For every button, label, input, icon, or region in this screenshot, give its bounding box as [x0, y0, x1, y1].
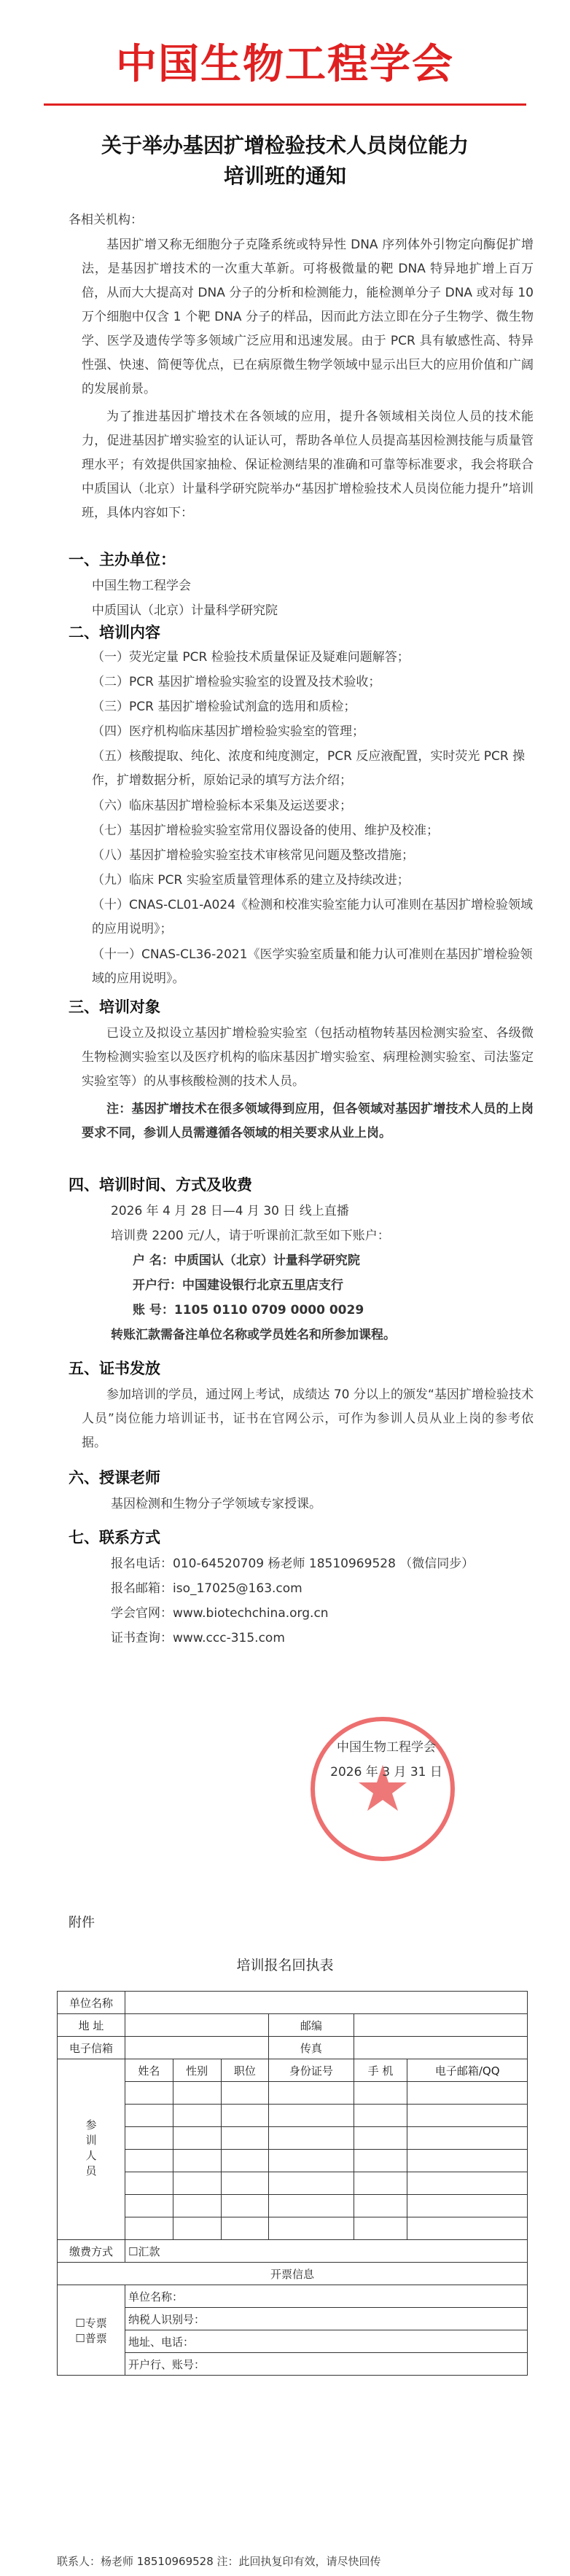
- content-item-1: （一）荧光定量 PCR 检验技术质量保证及疑难问题解答；: [92, 650, 410, 665]
- content-item-7: （七）基因扩增检验实验室常用仪器设备的使用、维护及校准；: [92, 823, 439, 838]
- invoice-unit[interactable]: 单位名称：: [125, 2285, 528, 2308]
- attachment-label: 附件: [69, 1915, 95, 1930]
- col-email-qq: 电子邮箱/QQ: [407, 2059, 528, 2082]
- payment-options[interactable]: ☐汇款: [125, 2240, 528, 2263]
- col-gender: 性别: [173, 2059, 221, 2082]
- general-invoice[interactable]: 普票: [85, 2331, 107, 2345]
- col-id: 身份证号: [269, 2059, 354, 2082]
- section-heading-contact: 七、联系方式: [69, 1529, 160, 1546]
- invoice-bank-account[interactable]: 开户行、账号：: [125, 2353, 528, 2376]
- special-invoice[interactable]: 专票: [85, 2316, 107, 2330]
- account-name: 中质国认（北京）计量科学研究院: [173, 1253, 360, 1268]
- org-header: 中国生物工程学会: [116, 40, 454, 88]
- transfer-note: 转账汇款需备注单位名称或学员姓名和所参加课程。: [111, 1328, 396, 1342]
- section-heading-content: 二、培训内容: [69, 624, 160, 641]
- participant-row[interactable]: [58, 2082, 528, 2105]
- form-footer: 联系人：杨老师 18510969528 注：此回执复印有效，请尽快回传: [57, 2555, 381, 2568]
- salutation: 各相关机构：: [69, 213, 143, 227]
- unit-name-label: 单位名称: [58, 1992, 125, 2014]
- remit-option[interactable]: 汇款: [138, 2244, 160, 2258]
- participants-label: 参训人员: [58, 2059, 125, 2240]
- note-prefix: 注：: [106, 1102, 132, 1116]
- content-item-2: （二）PCR 基因扩增检验实验室的设置及技术验收；: [92, 675, 381, 689]
- form-title: 培训报名回执表: [236, 1957, 334, 1973]
- notice-title-line1: 关于举办基因扩增检验技术人员岗位能力: [101, 133, 469, 157]
- col-name: 姓名: [125, 2059, 173, 2082]
- intro-paragraph-2: 为了推进基因扩增技术在各领域的应用，提升各领域相关岗位人员的技术能力，促进基因扩增实验室的认证认可，帮助各单位人员提高基因检测技能与质量管理水平；有效提供国家抽检、保证检测结果的准确和可靠等标准要求，我会将联合中质国认（北京）计量科学研究院举办“基因扩增检验技术人员岗位能力提升”培训班，具体内容如下：: [82, 410, 534, 520]
- participant-row[interactable]: [58, 2105, 528, 2127]
- content-item-5: （五）核酸提取、纯化、浓度和纯度测定，PCR 反应液配置，实时荧光 PCR 操作，扩增数据分析，原始记录的填写方法介绍；: [92, 749, 526, 788]
- participant-row[interactable]: [58, 2195, 528, 2217]
- address-label: 地 址: [58, 2014, 125, 2037]
- content-item-9: （九）临床 PCR 实验室质量管理体系的建立及持续改进；: [92, 873, 410, 888]
- payment-label: 缴费方式: [58, 2240, 125, 2263]
- account-name-row: [133, 1249, 570, 1273]
- signature-date: 2026 年 3 月 31 日: [330, 1765, 442, 1780]
- invoice-address-phone[interactable]: 地址、电话：: [125, 2330, 528, 2353]
- account-number-label: 账 号：: [133, 1303, 174, 1318]
- contact-phone: 报名电话：010-64520709 杨老师 18510969528 （微信同步）: [111, 1557, 475, 1571]
- email-label: 电子信箱: [58, 2037, 125, 2059]
- header-rule: [44, 103, 526, 106]
- unit-name-field[interactable]: [125, 1992, 528, 2014]
- section-heading-schedule: 四、培训时间、方式及收费: [69, 1176, 252, 1194]
- section-heading-organizer: 一、主办单位：: [69, 551, 176, 568]
- participant-row[interactable]: [58, 2150, 528, 2172]
- contact-email: 报名邮箱：iso_17025@163.com: [111, 1581, 302, 1596]
- signature-org: 中国生物工程学会: [337, 1740, 436, 1755]
- notice-title-line2: 培训班的通知: [223, 164, 346, 188]
- organizer-2: 中质国认（北京）计量科学研究院: [92, 603, 278, 618]
- content-item-4: （四）医疗机构临床基因扩增检验实验室的管理；: [92, 724, 364, 739]
- content-item-10: （十）CNAS-CL01-A024《检测和校准实验室能力认可准则在基因扩增检验领域的应用说明》；: [92, 898, 533, 936]
- note-text: 基因扩增技术在很多领域得到应用，但各领域对基因扩增技术人员的上岗要求不同，参训人员需遵循各领域的相关要求从业上岗。: [82, 1102, 534, 1140]
- participant-row[interactable]: [58, 2172, 528, 2195]
- bank-name: 中国建设银行北京五里店支行: [182, 1278, 343, 1293]
- address-field[interactable]: [125, 2014, 269, 2037]
- audience-text: 已设立及拟设立基因扩增检验实验室（包括动植物转基因检测实验室、各级微生物检测实验室以及医疗机构的临床基因扩增实验室、病理检测实验室、司法鉴定实验室等）的从事核酸检测的技术人员。: [82, 1026, 534, 1089]
- col-position: 职位: [221, 2059, 269, 2082]
- participant-row[interactable]: [58, 2127, 528, 2150]
- organizer-1: 中国生物工程学会: [92, 579, 191, 593]
- account-number-row: [133, 1299, 570, 1323]
- email-field[interactable]: [125, 2037, 269, 2059]
- teacher-text: 基因检测和生物分子学领域专家授课。: [111, 1497, 321, 1511]
- fax-label: 传真: [269, 2037, 354, 2059]
- invoice-type[interactable]: ☐专票 ☐普票: [58, 2285, 125, 2376]
- content-item-8: （八）基因扩增检验实验室技术审核常见问题及整改措施；: [92, 848, 414, 863]
- account-name-label: 户 名：: [133, 1253, 174, 1268]
- bank-row: [133, 1274, 570, 1298]
- fax-field[interactable]: [354, 2037, 527, 2059]
- contact-website: 学会官网：www.biotechchina.org.cn: [111, 1606, 329, 1621]
- participant-row[interactable]: [58, 2217, 528, 2240]
- certificate-text: 参加培训的学员，通过网上考试，成绩达 70 分以上的颁发“基因扩增检验技术人员”岗位能力培训证书，证书在官网公示，可作为参训人员从业上岗的参考依据。: [82, 1387, 534, 1450]
- section-heading-certificate: 五、证书发放: [69, 1360, 160, 1377]
- content-item-11: （十一）CNAS-CL36-2021《医学实验室质量和能力认可准则在基因扩增检验领域的应用说明》。: [92, 947, 533, 986]
- section-heading-audience: 三、培训对象: [69, 998, 160, 1016]
- col-mobile: 手 机: [354, 2059, 407, 2082]
- postcode-label: 邮编: [269, 2014, 354, 2037]
- audience-note: [82, 1097, 534, 1146]
- intro-paragraph-1: 基因扩增又称无细胞分子克隆系统或特异性 DNA 序列体外引物定向酶促扩增法，是基因扩增技术的一次重大革新。可将极微量的靶 DNA 特异地扩增上百万倍，从而大大提高对 DNA 分子的分析和检测能力，能检测单分子 DNA 或对每 10 万个细胞中仅含 1 个靶 DNA 分子的样品，因而此方法立即在分子生物学、微生物学、医学及遗传学等多领域广泛应用和迅速发展。由于 PCR 具有敏感性高、特异性强、快速、简便等优点，已在病原微生物学领域中显示出巨大的应用价值和广阔的发展前景。: [82, 238, 534, 396]
- section-heading-teacher: 六、授课老师: [69, 1469, 160, 1487]
- schedule-fee: 培训费 2200 元/人，请于听课前汇款至如下账户：: [111, 1229, 390, 1243]
- bank-label: 开户行：: [133, 1278, 182, 1293]
- invoice-heading: 开票信息: [58, 2263, 528, 2285]
- registration-form: [57, 1991, 528, 2376]
- account-number: 1105 0110 0709 0000 0029: [173, 1303, 364, 1318]
- contact-certificate-site: 证书查询：www.ccc-315.com: [111, 1631, 285, 1645]
- content-item-6: （六）临床基因扩增检验标本采集及运送要求；: [92, 799, 352, 813]
- invoice-tax-id[interactable]: 纳税人识别号：: [125, 2308, 528, 2330]
- schedule-time: 2026 年 4 月 28 日—4 月 30 日 线上直播: [111, 1204, 349, 1218]
- content-item-3: （三）PCR 基因扩增检验试剂盒的选用和质检；: [92, 700, 356, 714]
- postcode-field[interactable]: [354, 2014, 527, 2037]
